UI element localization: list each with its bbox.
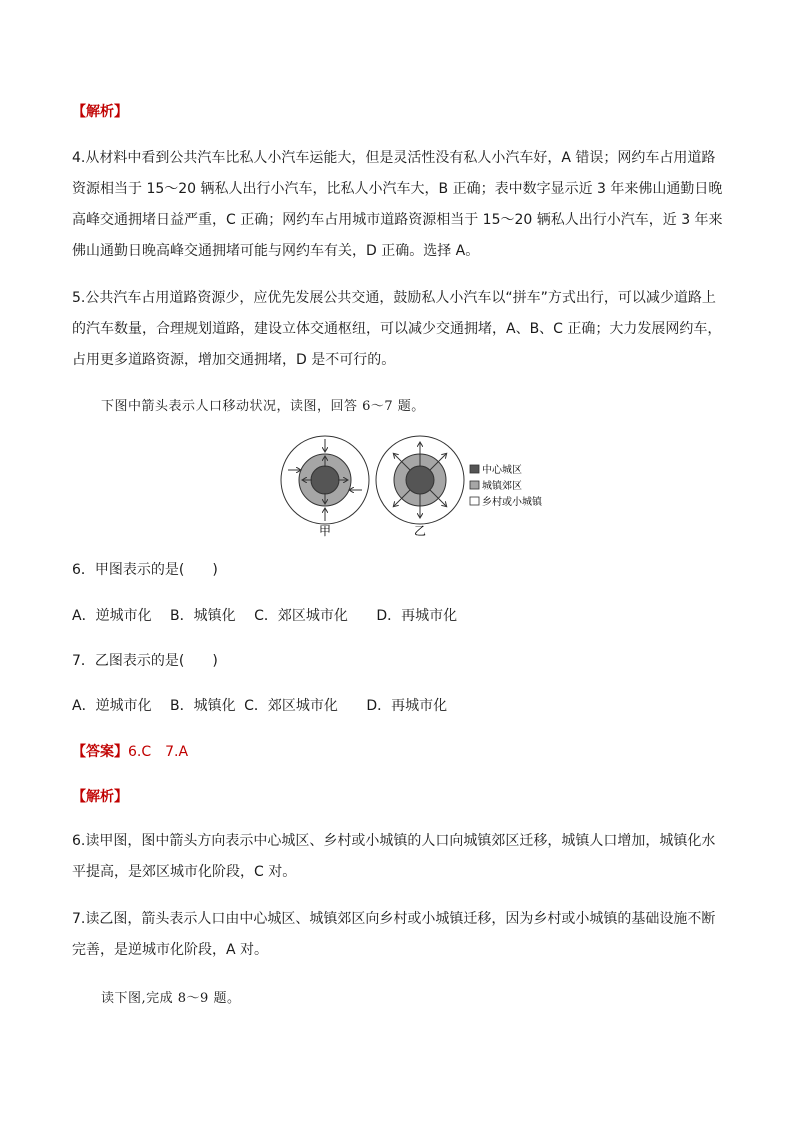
q7-options bbox=[72, 691, 724, 722]
analysis-heading: 【解析】 bbox=[72, 104, 128, 120]
figure-intro: 下图中箭头表示人口移动状况，读图，回答 6～7 题。 bbox=[101, 399, 425, 414]
q6-analysis: 6.读甲图，图中箭头方向表示中心城区、乡村或小城镇的人口向城镇郊区迁移，城镇人口增加，城镇化水平提高，是郊区城市化阶段，C 对。 bbox=[72, 833, 716, 880]
q6-option-a[interactable]: A．逆城市化 bbox=[72, 608, 152, 624]
urbanization-figure bbox=[270, 425, 560, 540]
diagram-yi bbox=[376, 436, 464, 524]
next-figure-intro: 读下图,完成 8～9 题。 bbox=[101, 991, 241, 1006]
q7-stem: 7．乙图表示的是( ) bbox=[72, 653, 218, 669]
legend-rural: 乡村或小城镇 bbox=[482, 497, 542, 508]
label-jia: 甲 bbox=[319, 524, 332, 538]
q6-stem: 6．甲图表示的是( ) bbox=[72, 562, 218, 578]
answer-value: 6.C 7.A bbox=[128, 744, 189, 760]
q7-analysis: 7.读乙图，箭头表示人口由中心城区、城镇郊区向乡村或小城镇迁移，因为乡村或小城镇的基础设施不断完善，是逆城市化阶段，A 对。 bbox=[72, 911, 716, 958]
legend-swatch-suburb bbox=[470, 481, 479, 489]
analysis2-heading: 【解析】 bbox=[72, 789, 128, 805]
q7-option-d[interactable]: D．再城市化 bbox=[366, 698, 448, 714]
diagram-jia bbox=[281, 436, 369, 524]
q6-option-d[interactable]: D．再城市化 bbox=[376, 608, 458, 624]
legend-swatch-rural bbox=[470, 497, 479, 505]
answer-label: 【答案】 bbox=[72, 744, 128, 760]
q7-option-b[interactable]: B．城镇化 bbox=[170, 698, 236, 714]
q7-option-a[interactable]: A．逆城市化 bbox=[72, 698, 152, 714]
q6-option-c[interactable]: C．郊区城市化 bbox=[254, 608, 348, 624]
legend-suburb: 城镇郊区 bbox=[482, 481, 522, 492]
legend-center: 中心城区 bbox=[482, 465, 522, 476]
label-yi: 乙 bbox=[414, 524, 427, 538]
q4-analysis: 4.从材料中看到公共汽车比私人小汽车运能大，但是灵活性没有私人小汽车好，A 错误；网约车占用道路资源相当于 15～20 辆私人出行小汽车，比私人小汽车大，B 正确；表中数字显示近 3 年来佛山通勤日晚高峰交通拥堵日益严重，C 正确；网约车占用城市道路资源相当于 15～20 辆私人出行小汽车，近 3 年来佛山通勤日晚高峰交通拥堵可能与网约车有关，D 正确。选择 A。 bbox=[72, 150, 723, 259]
answer-line bbox=[72, 737, 724, 768]
q5-analysis: 5.公共汽车占用道路资源少，应优先发展公共交通，鼓励私人小汽车以“拼车”方式出行，可以减少道路上的汽车数量，合理规划道路，建设立体交通枢纽，可以减少交通拥堵，A、B、C 正确；大力发展网约车，占用更多道路资源，增加交通拥堵，D 是不可行的。 bbox=[72, 290, 722, 368]
legend bbox=[470, 463, 543, 508]
legend-swatch-center bbox=[470, 465, 479, 473]
q6-option-b[interactable]: B．城镇化 bbox=[170, 608, 236, 624]
q7-option-c[interactable]: C．郊区城市化 bbox=[244, 698, 338, 714]
q6-options bbox=[72, 601, 724, 632]
